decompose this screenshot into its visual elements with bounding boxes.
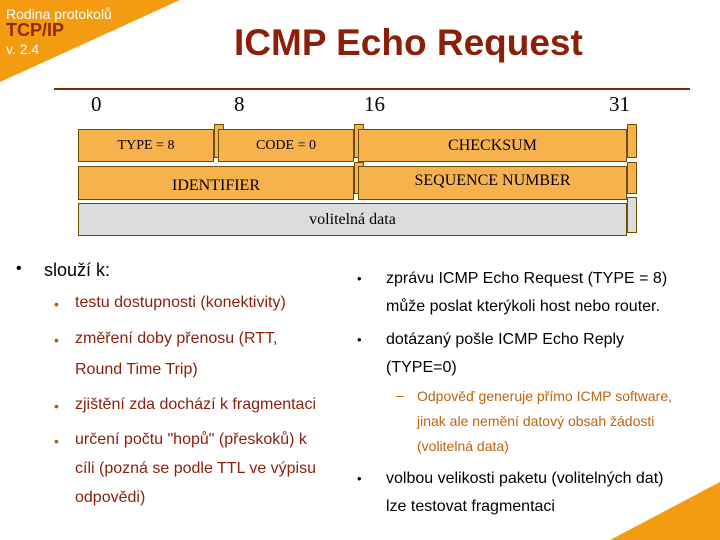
- checksum-field-depth: [627, 124, 637, 158]
- slide-title: ICMP Echo Request: [234, 22, 583, 63]
- usage-item-continuation: odpovědi): [75, 489, 146, 506]
- sequence-field-depth: [627, 162, 637, 194]
- bullet-marker: •: [357, 471, 362, 486]
- bullet-marker: •: [357, 332, 362, 347]
- checksum-field: CHECKSUM: [358, 129, 627, 162]
- info-item-continuation: (TYPE=0): [386, 359, 457, 376]
- info-item: zprávu ICMP Echo Request (TYPE = 8): [386, 270, 668, 287]
- course-label: TCP/IP: [6, 20, 65, 40]
- optional-data-field: volitelná data: [78, 203, 627, 236]
- note-line: Odpověď generuje přímo ICMP software,: [417, 388, 673, 404]
- bullet-marker: •: [357, 271, 362, 286]
- sequence-number-field: SEQUENCE NUMBER: [358, 166, 627, 200]
- bullet-marker: •: [16, 260, 22, 277]
- note-line: jinak ale nemění datový obsah žádosti: [417, 413, 655, 429]
- bit-label-8: 8: [234, 92, 245, 116]
- usage-item-continuation: Round Time Trip): [75, 361, 198, 378]
- title-underline: [54, 88, 690, 90]
- usage-heading: slouží k:: [44, 260, 111, 280]
- sub-bullet-marker: •: [54, 398, 59, 414]
- sub-bullet-marker: •: [54, 332, 59, 348]
- identifier-field: IDENTIFIER: [78, 166, 354, 200]
- corner-decoration-bottom-right: [610, 482, 720, 540]
- dash-marker: –: [396, 387, 404, 403]
- info-item: dotázaný pošle ICMP Echo Reply: [386, 331, 625, 348]
- series-label: Rodina protokolů: [6, 6, 112, 22]
- info-item-continuation: lze testovat fragmentaci: [386, 498, 555, 515]
- bit-label-0: 0: [91, 92, 102, 116]
- info-item: volbou velikosti paketu (volitelných dat): [386, 470, 664, 487]
- note-line: (volitelná data): [417, 438, 509, 454]
- usage-item: určení počtu "hopů" (přeskoků) k: [75, 431, 307, 448]
- sub-bullet-marker: •: [54, 433, 59, 449]
- usage-item: testu dostupnosti (konektivity): [75, 294, 286, 311]
- usage-item: změření doby přenosu (RTT,: [75, 330, 278, 347]
- usage-item: zjištění zda dochází k fragmentaci: [75, 396, 317, 413]
- bit-label-16: 16: [364, 92, 385, 116]
- version-label: v. 2.4: [6, 41, 40, 57]
- data-field-depth: [627, 197, 637, 233]
- info-item-continuation: může poslat kterýkoli host nebo router.: [386, 298, 660, 315]
- sub-bullet-marker: •: [54, 296, 59, 312]
- type-field: TYPE = 8: [78, 129, 214, 162]
- bit-label-31: 31: [609, 92, 630, 116]
- code-field: CODE = 0: [218, 129, 354, 162]
- usage-item-continuation: cíli (pozná se podle TTL ve výpisu: [75, 460, 317, 477]
